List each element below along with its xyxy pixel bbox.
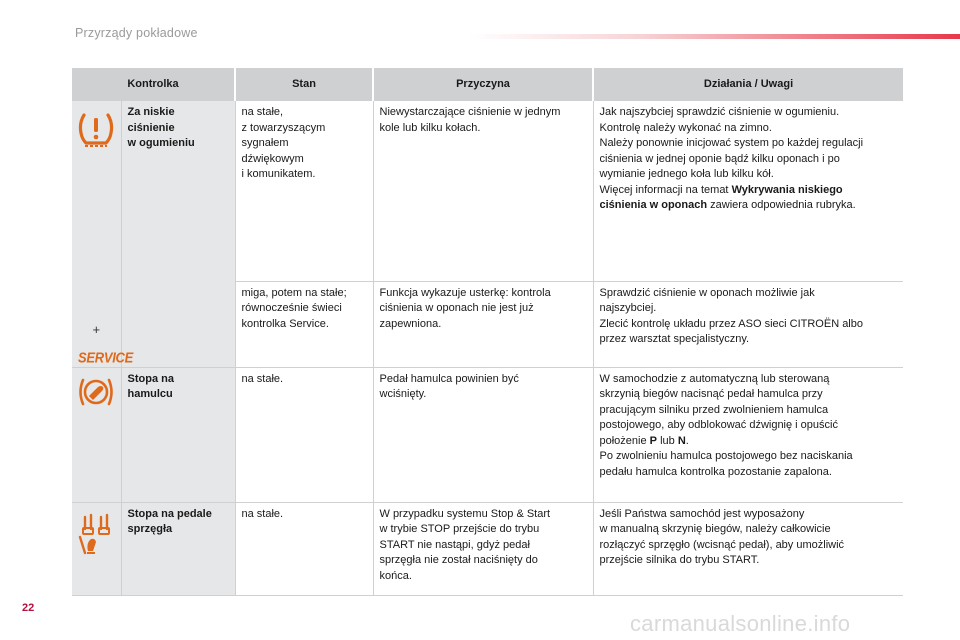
plus-sign: +	[92, 322, 101, 337]
przyczyna-cell: Funkcja wykazuje usterkę: kontrola ciśnienia w oponach nie jest już zapewniona.	[373, 281, 593, 367]
stan-cell: miga, potem na stałe; równocześnie świeci kontrolka Service.	[235, 281, 373, 367]
warning-lights-table	[72, 68, 903, 596]
icon-cell-brake	[72, 367, 121, 502]
header-przyczyna: Przyczyna	[373, 68, 593, 101]
light-name-clutch: Stopa na pedale sprzęgła	[121, 502, 235, 595]
dzialania-cell: Jeśli Państwa samochód jest wyposażony w manualną skrzynię biegów, należy całkowicie rozłączyć sprzęgło (wcisnąć pedał), aby umożliwić przejście silnika do trybu START.	[593, 502, 903, 595]
watermark: carmanualsonline.info	[630, 611, 851, 636]
icon-cell-tire	[72, 101, 133, 367]
table-row	[72, 367, 903, 502]
table-header-row	[72, 68, 903, 101]
cross-reference-link: Wykrywania niskiego	[731, 183, 843, 196]
light-name-brake: Stopa na hamulcu	[121, 367, 235, 502]
tire-pressure-warning-icon	[72, 109, 121, 155]
stan-cell: na stałe.	[235, 367, 373, 502]
clutch-pedal-icon	[72, 511, 121, 561]
table-row	[72, 502, 903, 595]
page-header-title: Przyrządy pokładowe	[75, 26, 198, 40]
przyczyna-cell: Niewystarczające ciśnienie w jednym kole lub kilku kołach.	[373, 101, 593, 281]
light-name-tire: Za niskie ciśnienie w ogumieniu	[121, 101, 235, 367]
dzialania-cell: Sprawdzić ciśnienie w oponach możliwie jak najszybciej. Zlecić kontrolę układu przez ASO sieci CITROËN albo przez warsztat specjalistyczny.	[593, 281, 903, 367]
przyczyna-cell: Pedał hamulca powinien być wciśnięty.	[373, 367, 593, 502]
header-kontrolka: Kontrolka	[72, 68, 235, 101]
header-dzialania: Działania / Uwagi	[593, 68, 903, 101]
dzialania-cell: Jak najszybciej sprawdzić ciśnienie w ogumieniu. Kontrolę należy wykonać na zimno. Należy ponownie inicjować system po każdej regulacji ciśnienia w jednej oponie bądź kilku oponach i po wymianie jednego koła lub kilku kół. Więcej informacji na temat Wykrywania niskiego ciśnienia w oponach zawiera odpowiednia rubryka.	[593, 101, 903, 281]
page-number: 22	[22, 602, 35, 614]
header-stan: Stan	[235, 68, 373, 101]
icon-cell-clutch	[72, 502, 121, 595]
brake-pedal-icon	[72, 374, 121, 416]
stan-cell: na stałe.	[235, 502, 373, 595]
stan-cell: na stałe, z towarzyszącym sygnałem dźwiękowym i komunikatem.	[235, 101, 373, 281]
service-warning-icon: SERVICE	[78, 349, 133, 366]
table-row	[72, 101, 903, 281]
przyczyna-cell: W przypadku systemu Stop & Start w trybie STOP przejście do trybu START nie nastąpi, gdyż pedał sprzęgła nie został naciśnięty do końca.	[373, 502, 593, 595]
header-accent-bar	[470, 34, 960, 39]
dzialania-cell: W samochodzie z automatyczną lub sterowaną skrzynią biegów nacisnąć pedał hamulca przy pracującym silniku przed zwolnieniem hamulca postojowego, aby odblokować dźwignię i opuścić położenie P lub N. Po zwolnieniu hamulca postojowego bez naciskania pedału hamulca kontrolka pozostanie zapalona.	[593, 367, 903, 502]
